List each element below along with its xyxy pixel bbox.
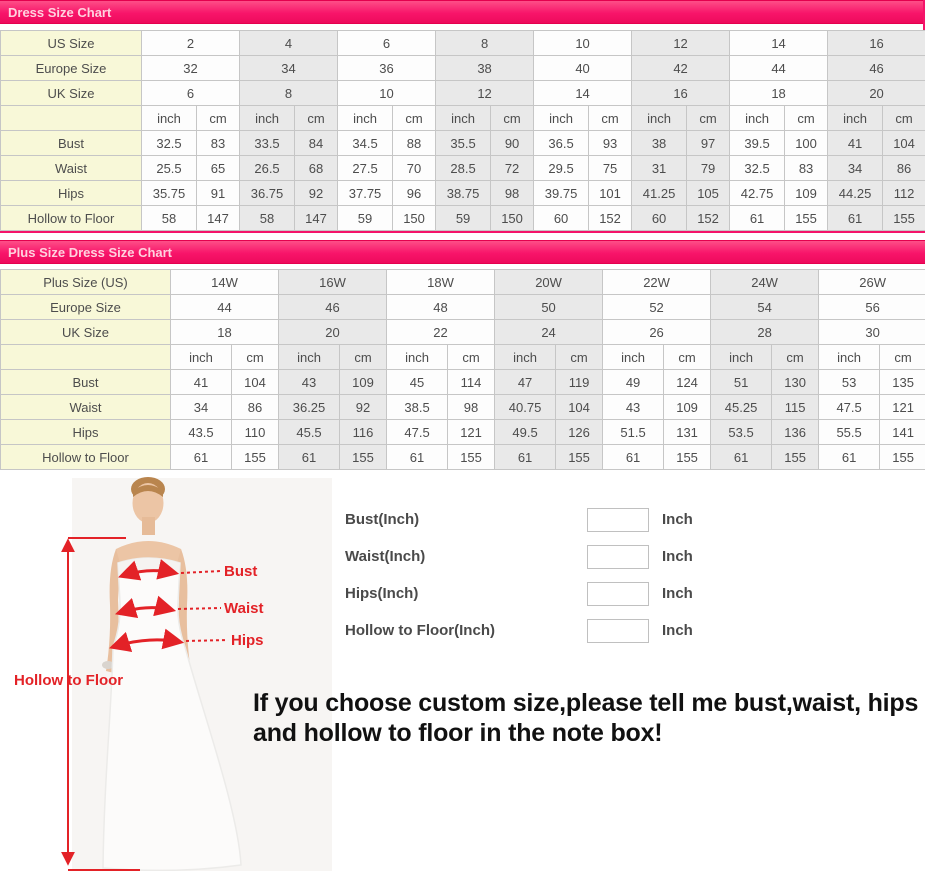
measure-cell: 84	[295, 131, 338, 156]
measure-cell: 152	[687, 206, 730, 231]
measure-cell: 147	[295, 206, 338, 231]
unit-cell: inch	[534, 106, 589, 131]
measure-cell: 61	[828, 206, 883, 231]
measure-cell: 93	[589, 131, 632, 156]
measure-cell: 110	[232, 420, 279, 445]
measure-cell: 51.5	[603, 420, 664, 445]
measure-cell: 39.75	[534, 181, 589, 206]
unit-cell: inch	[730, 106, 785, 131]
measure-cell: 38.75	[436, 181, 491, 206]
measure-cell: 121	[880, 395, 925, 420]
size-cell: 44	[171, 295, 279, 320]
size-cell: 12	[436, 81, 534, 106]
size-cell: 6	[142, 81, 240, 106]
form-row	[345, 501, 693, 538]
size-cell: 18	[171, 320, 279, 345]
size-cell: 24	[495, 320, 603, 345]
measure-cell: 155	[880, 445, 925, 470]
measure-cell: 40.75	[495, 395, 556, 420]
measurement-guide-section	[0, 475, 925, 871]
measure-cell: 112	[883, 181, 925, 206]
measure-cell: 121	[448, 420, 495, 445]
row-label: Hollow to Floor	[1, 206, 142, 231]
measure-cell: 150	[491, 206, 534, 231]
plus-size-chart-section	[0, 240, 925, 470]
measure-cell: 68	[295, 156, 338, 181]
measure-cell: 109	[340, 370, 387, 395]
size-cell: 20	[828, 81, 925, 106]
custom-size-form	[345, 501, 693, 649]
custom-size-note: If you choose custom size,please tell me bust,waist, hips and hollow to floor in the note box!	[253, 689, 919, 747]
unit-cell: cm	[883, 106, 925, 131]
size-cell: 16	[632, 81, 730, 106]
measure-cell: 135	[880, 370, 925, 395]
size-cell: 46	[279, 295, 387, 320]
measure-cell: 35.75	[142, 181, 197, 206]
size-cell: 8	[436, 31, 534, 56]
measure-cell: 91	[197, 181, 240, 206]
measure-cell: 155	[232, 445, 279, 470]
size-cell: 14W	[171, 270, 279, 295]
measure-cell: 92	[295, 181, 338, 206]
measure-cell: 43	[603, 395, 664, 420]
measure-cell: 36.25	[279, 395, 340, 420]
dress-size-chart-header: Dress Size Chart	[0, 0, 923, 24]
hips-field-label: Hips(Inch)	[345, 585, 419, 602]
unit-cell: cm	[491, 106, 534, 131]
measure-cell: 60	[534, 206, 589, 231]
size-cell: 2	[142, 31, 240, 56]
measure-cell: 114	[448, 370, 495, 395]
measure-cell: 34.5	[338, 131, 393, 156]
measure-cell: 86	[232, 395, 279, 420]
measure-cell: 61	[730, 206, 785, 231]
measure-cell: 90	[491, 131, 534, 156]
row-label: Plus Size (US)	[1, 270, 171, 295]
size-cell: 12	[632, 31, 730, 56]
measure-cell: 47.5	[387, 420, 448, 445]
size-cell: 10	[338, 81, 436, 106]
measure-cell: 41	[828, 131, 883, 156]
unit-cell: cm	[772, 345, 819, 370]
size-cell: 4	[240, 31, 338, 56]
hollow-unit-label: Inch	[662, 622, 693, 639]
measure-cell: 61	[819, 445, 880, 470]
size-cell: 14	[534, 81, 632, 106]
unit-cell: inch	[142, 106, 197, 131]
unit-cell: cm	[448, 345, 495, 370]
waist-field-label: Waist(Inch)	[345, 548, 426, 565]
hollow-figure-label: Hollow to Floor	[14, 672, 124, 689]
waist-figure-label: Waist	[224, 600, 264, 617]
measure-cell: 155	[448, 445, 495, 470]
size-cell: 42	[632, 56, 730, 81]
row-label: US Size	[1, 31, 142, 56]
measure-cell: 96	[393, 181, 436, 206]
size-cell: 26	[603, 320, 711, 345]
row-label	[1, 106, 142, 131]
size-cell: 28	[711, 320, 819, 345]
size-cell: 16W	[279, 270, 387, 295]
unit-cell: cm	[340, 345, 387, 370]
unit-cell: inch	[387, 345, 448, 370]
size-cell: 40	[534, 56, 632, 81]
measure-cell: 61	[711, 445, 772, 470]
size-cell: 18	[730, 81, 828, 106]
measure-cell: 34	[828, 156, 883, 181]
size-cell: 20W	[495, 270, 603, 295]
measure-cell: 155	[772, 445, 819, 470]
form-row	[345, 575, 693, 612]
unit-cell: inch	[632, 106, 687, 131]
measure-cell: 27.5	[338, 156, 393, 181]
measure-cell: 36.5	[534, 131, 589, 156]
measure-cell: 37.75	[338, 181, 393, 206]
measure-cell: 83	[197, 131, 240, 156]
row-label: UK Size	[1, 81, 142, 106]
row-label: Europe Size	[1, 56, 142, 81]
size-cell: 26W	[819, 270, 925, 295]
size-cell: 46	[828, 56, 925, 81]
unit-cell: inch	[711, 345, 772, 370]
unit-cell: cm	[556, 345, 603, 370]
measure-cell: 28.5	[436, 156, 491, 181]
size-cell: 36	[338, 56, 436, 81]
unit-cell: cm	[197, 106, 240, 131]
measure-cell: 79	[687, 156, 730, 181]
size-cell: 52	[603, 295, 711, 320]
measure-cell: 109	[664, 395, 711, 420]
measure-cell: 47	[495, 370, 556, 395]
size-cell: 44	[730, 56, 828, 81]
unit-cell: cm	[785, 106, 828, 131]
measure-cell: 115	[772, 395, 819, 420]
measure-cell: 98	[491, 181, 534, 206]
unit-cell: cm	[295, 106, 338, 131]
measure-cell: 119	[556, 370, 603, 395]
measure-cell: 101	[589, 181, 632, 206]
unit-cell: inch	[819, 345, 880, 370]
unit-cell: inch	[279, 345, 340, 370]
measure-cell: 38	[632, 131, 687, 156]
measure-cell: 136	[772, 420, 819, 445]
measure-cell: 41	[171, 370, 232, 395]
measure-cell: 61	[279, 445, 340, 470]
measure-cell: 61	[495, 445, 556, 470]
measure-cell: 116	[340, 420, 387, 445]
measure-cell: 75	[589, 156, 632, 181]
measure-cell: 104	[232, 370, 279, 395]
measure-cell: 39.5	[730, 131, 785, 156]
measure-cell: 105	[687, 181, 730, 206]
hollow-input[interactable]	[587, 619, 649, 643]
unit-cell: cm	[687, 106, 730, 131]
measure-cell: 155	[664, 445, 711, 470]
plus-size-chart-header: Plus Size Dress Size Chart	[0, 240, 925, 264]
unit-cell: cm	[589, 106, 632, 131]
measure-cell: 130	[772, 370, 819, 395]
measure-cell: 35.5	[436, 131, 491, 156]
measure-cell: 152	[589, 206, 632, 231]
size-cell: 8	[240, 81, 338, 106]
model-dress	[103, 558, 241, 870]
measure-cell: 38.5	[387, 395, 448, 420]
measure-cell: 32.5	[730, 156, 785, 181]
measure-cell: 61	[603, 445, 664, 470]
measure-cell: 42.75	[730, 181, 785, 206]
measure-cell: 44.25	[828, 181, 883, 206]
bust-figure-label: Bust	[224, 563, 258, 580]
measure-cell: 26.5	[240, 156, 295, 181]
row-label: Hollow to Floor	[1, 445, 171, 470]
size-cell: 48	[387, 295, 495, 320]
size-cell: 14	[730, 31, 828, 56]
row-label: Waist	[1, 156, 142, 181]
measure-cell: 86	[883, 156, 925, 181]
row-label: Waist	[1, 395, 171, 420]
size-cell: 22	[387, 320, 495, 345]
unit-cell: cm	[232, 345, 279, 370]
row-label: Bust	[1, 131, 142, 156]
unit-cell: cm	[393, 106, 436, 131]
hips-figure-label: Hips	[231, 632, 264, 649]
bust-input[interactable]	[587, 508, 649, 532]
measure-cell: 65	[197, 156, 240, 181]
row-label: UK Size	[1, 320, 171, 345]
measure-cell: 58	[142, 206, 197, 231]
measure-cell: 55.5	[819, 420, 880, 445]
measure-cell: 61	[387, 445, 448, 470]
measure-cell: 97	[687, 131, 730, 156]
measure-cell: 45.5	[279, 420, 340, 445]
unit-cell: inch	[171, 345, 232, 370]
measure-cell: 155	[556, 445, 603, 470]
row-label	[1, 345, 171, 370]
measure-cell: 155	[785, 206, 828, 231]
size-cell: 50	[495, 295, 603, 320]
measure-cell: 34	[171, 395, 232, 420]
measure-cell: 88	[393, 131, 436, 156]
measure-cell: 109	[785, 181, 828, 206]
measure-cell: 41.25	[632, 181, 687, 206]
row-label: Hips	[1, 420, 171, 445]
model-neck	[142, 517, 155, 535]
bust-field-label: Bust(Inch)	[345, 511, 420, 528]
measure-cell: 43.5	[171, 420, 232, 445]
unit-cell: inch	[436, 106, 491, 131]
measure-cell: 49.5	[495, 420, 556, 445]
bust-unit-label: Inch	[662, 511, 693, 528]
unit-cell: inch	[338, 106, 393, 131]
hips-input[interactable]	[587, 582, 649, 606]
measure-cell: 155	[340, 445, 387, 470]
measure-cell: 70	[393, 156, 436, 181]
measure-cell: 104	[883, 131, 925, 156]
measure-cell: 104	[556, 395, 603, 420]
size-cell: 22W	[603, 270, 711, 295]
size-cell: 38	[436, 56, 534, 81]
size-cell: 24W	[711, 270, 819, 295]
hips-unit-label: Inch	[662, 585, 693, 602]
size-cell: 30	[819, 320, 925, 345]
row-label: Hips	[1, 181, 142, 206]
measure-cell: 83	[785, 156, 828, 181]
hollow-field-label: Hollow to Floor(Inch)	[345, 622, 495, 639]
size-cell: 56	[819, 295, 925, 320]
row-label: Bust	[1, 370, 171, 395]
measure-cell: 45	[387, 370, 448, 395]
measure-cell: 72	[491, 156, 534, 181]
size-cell: 16	[828, 31, 925, 56]
measure-cell: 32.5	[142, 131, 197, 156]
measure-cell: 141	[880, 420, 925, 445]
measure-cell: 29.5	[534, 156, 589, 181]
row-label: Europe Size	[1, 295, 171, 320]
size-cell: 20	[279, 320, 387, 345]
measure-cell: 33.5	[240, 131, 295, 156]
measure-cell: 51	[711, 370, 772, 395]
size-cell: 34	[240, 56, 338, 81]
unit-cell: inch	[603, 345, 664, 370]
measure-cell: 59	[436, 206, 491, 231]
measure-cell: 60	[632, 206, 687, 231]
measure-cell: 92	[340, 395, 387, 420]
measure-cell: 25.5	[142, 156, 197, 181]
unit-cell: cm	[664, 345, 711, 370]
size-cell: 32	[142, 56, 240, 81]
measure-cell: 53	[819, 370, 880, 395]
measure-cell: 45.25	[711, 395, 772, 420]
measure-cell: 124	[664, 370, 711, 395]
measure-cell: 49	[603, 370, 664, 395]
waist-input[interactable]	[587, 545, 649, 569]
measure-cell: 147	[197, 206, 240, 231]
form-row	[345, 538, 693, 575]
size-cell: 6	[338, 31, 436, 56]
measure-cell: 100	[785, 131, 828, 156]
form-row	[345, 612, 693, 649]
measure-cell: 47.5	[819, 395, 880, 420]
measure-cell: 58	[240, 206, 295, 231]
measure-cell: 36.75	[240, 181, 295, 206]
measure-cell: 53.5	[711, 420, 772, 445]
plus-size-chart-table	[0, 269, 925, 470]
unit-cell: inch	[828, 106, 883, 131]
measure-cell: 31	[632, 156, 687, 181]
size-cell: 10	[534, 31, 632, 56]
waist-unit-label: Inch	[662, 548, 693, 565]
measure-cell: 43	[279, 370, 340, 395]
unit-cell: inch	[495, 345, 556, 370]
dress-size-chart-table	[0, 30, 925, 231]
measure-cell: 155	[883, 206, 925, 231]
unit-cell: inch	[240, 106, 295, 131]
measure-cell: 59	[338, 206, 393, 231]
dress-size-chart-section	[0, 0, 925, 233]
measure-cell: 126	[556, 420, 603, 445]
unit-cell: cm	[880, 345, 925, 370]
measure-cell: 61	[171, 445, 232, 470]
size-cell: 54	[711, 295, 819, 320]
size-cell: 18W	[387, 270, 495, 295]
measure-cell: 150	[393, 206, 436, 231]
measure-cell: 131	[664, 420, 711, 445]
measure-cell: 98	[448, 395, 495, 420]
